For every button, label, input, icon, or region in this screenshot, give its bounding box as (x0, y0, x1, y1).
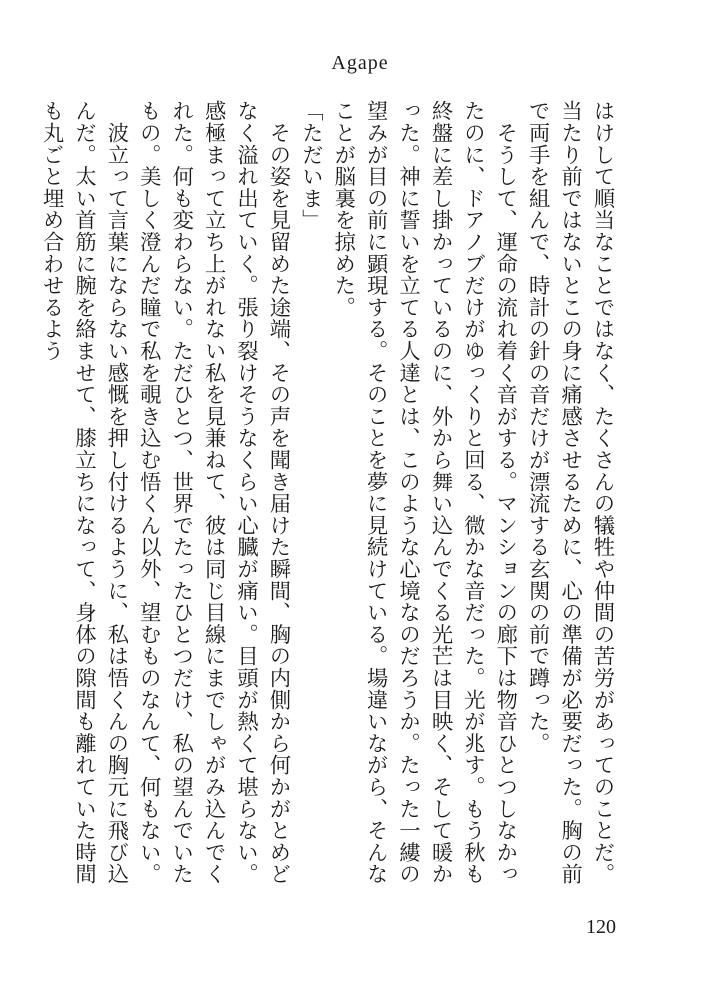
paragraph: 波立って言葉にならない感慨を押し付けるように、私は悟くんの胸元に飛び込んだ。太い首筋に腕を絡ませて、膝立ちになって、身体の隙間も離れていた時間も丸ごと埋め合わせるよう (39, 100, 129, 885)
paragraph: そうして、運命の流れ着く音がする。マンションの廊下は物音ひとつしなかったのに、ドアノブだけがゆっくりと回る、微かな音だった。光が兆す。もう秋も終盤に差し掛かっているのに、外から舞い込んでくる光芒は目映く、そして暖かった。神に誓いを立てる人達とは、このような心境なのだろうか。たった一縷の望みが目の前に顕現する。そのことを夢に見続けている。場違いながら、そんなことが脳裏を掠めた。 (330, 100, 518, 885)
page-number: 120 (586, 916, 616, 938)
paragraph: はけして順当なことではなく、たくさんの犠牲や仲間の苦労があってのことだ。当たり前ではないとこの身に痛感させるために、心の準備が必要だった。胸の前で両手を組んで、時計の針の音だけが漂流する玄関の前で蹲った。 (525, 100, 615, 885)
paragraph: 「ただいま」 (298, 100, 324, 231)
running-head: Agape (331, 52, 389, 74)
body-text (39, 100, 618, 890)
paragraph: その姿を見留めた途端、その声を聞き届けた瞬間、胸の内側から何かがとめどなく溢れ出ていく。張り裂けそうなくらい心臓が痛い。目頭が熱くて堪らない。感極まって立ち上がれない私を見兼ねて、彼は同じ目線にまでしゃがみ込んでくれた。何も変わらない。ただひとつ、世界でたったひとつだけ、私の望んでいたもの。美しく澄んだ瞳で私を覗き込む悟くん以外、望むものなんて、何もない。 (136, 100, 291, 885)
